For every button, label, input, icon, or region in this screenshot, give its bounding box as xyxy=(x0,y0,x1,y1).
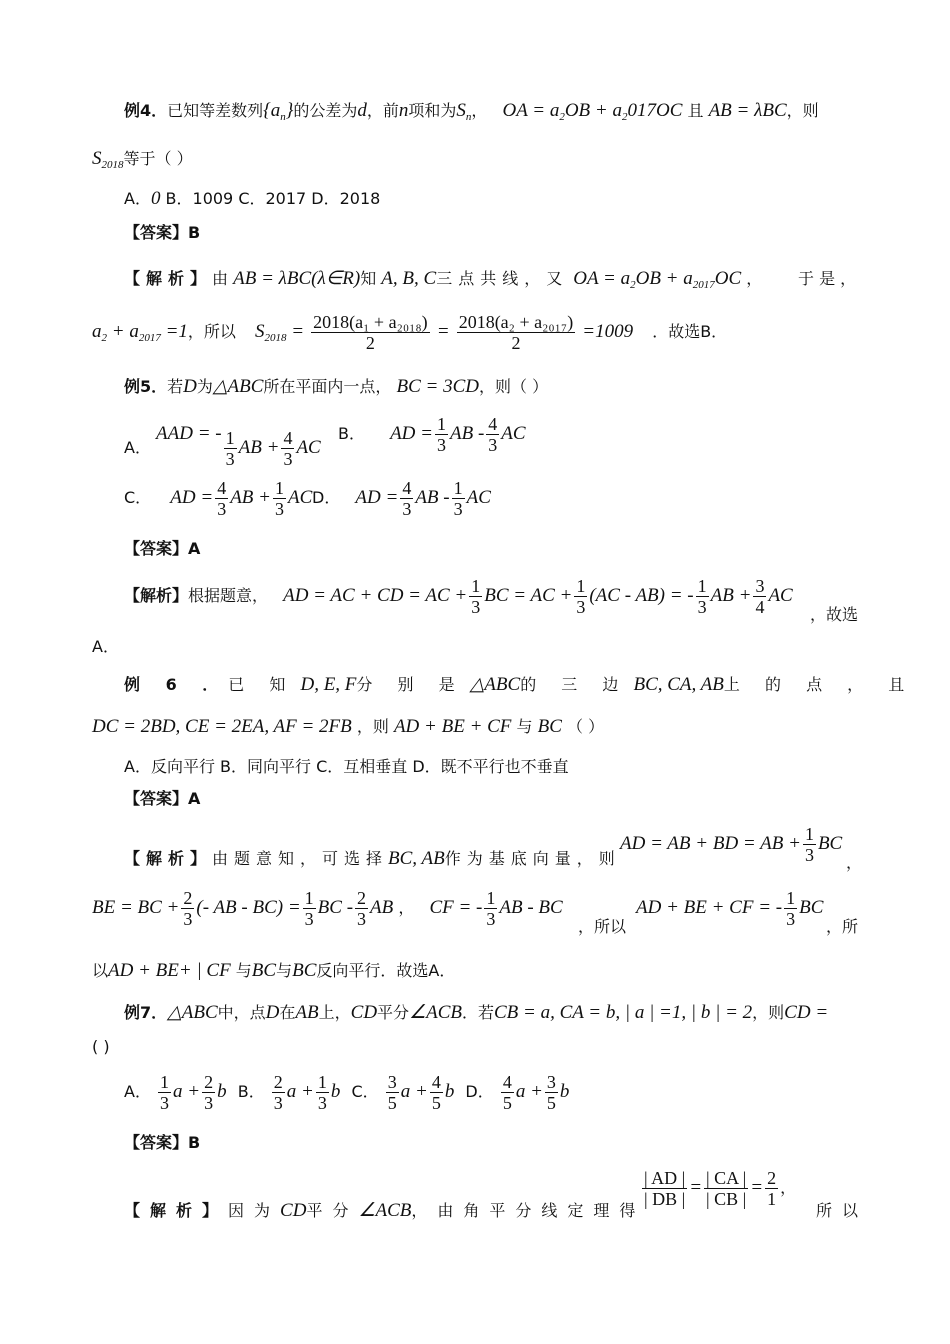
ex5-line1: 例5．若D为△ABC所在平面内一点， BC = 3CD，则（ ） xyxy=(124,376,549,397)
ex5-answer: 【答案】A xyxy=(124,539,201,558)
ex5-option-C: C． AD = $\frac{4}{3}$ AB + $\frac{1}{3}$ AC xyxy=(124,478,313,519)
ex4-options: A．0 B．1009 C．2017 D．2018 xyxy=(124,188,381,209)
ex4-analysis1-tail: 于 是 ， xyxy=(798,269,857,288)
ex5-analysis-end: ，故选 xyxy=(810,605,859,624)
ex6-line2: DC = 2BD, CE = 2EA, AF = 2FB ，则 AD + BE + CF 与 BC （ ） xyxy=(92,716,605,737)
ex4-analysis1: 【解析】由 AB = λBC(λ∈R)知 A, B, C三点共线，又 OA = $a_2OB + a_{2017}OC$ ， xyxy=(124,268,763,291)
ex5-option-B: B． AD = $\frac{1}{3}$ AB - $\frac{4}{3}$ AC xyxy=(338,414,526,455)
ex7-answer: 【答案】B xyxy=(124,1133,201,1152)
ex6-suo2: ，所 xyxy=(826,917,859,936)
ex6-analysis2: BE = BC + $\frac{2}{3}$ (- AB - BC) = $\frac{1}{3}$ BC - $\frac{2}{3}$ AB ， CF = - $\frac{1}{3}$ AB - BC xyxy=(92,888,563,929)
ex7-options: A． $\frac{1}{3}$ a + $\frac{2}{3}$ b B． $\frac{2}{3}$ a + $\frac{1}{3}$ b C． $\frac{3}{5}$ a + $\frac{4}{5}$ b D． $\frac{4}{5}$ a + $\frac{3}{5}$ b xyxy=(124,1072,570,1113)
ex4-line2: $S_{2018}$等于（ ） xyxy=(92,148,193,171)
ex6-line1: 例 6 ．已 知 D, E, F分 别 是 △ABC的 三 边 BC, CA, AB上 的 点 ， 且 xyxy=(124,674,915,695)
ex5-option-A: A． AAD = - $\frac{1}{3}$ AB + $\frac{4}{3}$ AC xyxy=(124,423,321,469)
ex6-analysis2-formula: AD + BE + CF = - $\frac{1}{3}$ BC xyxy=(636,888,824,929)
ex7-analysis: 【解析】因为CD平分∠ACB，由角平分线定理得 xyxy=(124,1200,646,1221)
ex6-analysis3: 以AD + BE+ | CF 与BC与BC反向平行．故选A． xyxy=(92,960,456,981)
ex6-answer: 【答案】A xyxy=(124,789,201,808)
ex6-analysis1-formula: AD = AB + BD = AB + $\frac{1}{3}$ BC xyxy=(620,824,843,865)
ex4-line1: 例4．已知等差数列$\{a_n\}$的公差为d，前n项和为$S_n$， OA = $a_2OB + a_2017OC$ 且 AB = λBC，则 xyxy=(124,100,819,123)
ex6-suo: ，所以 xyxy=(578,917,627,936)
ex5-option-D: D． AD = $\frac{4}{3}$ AB - $\frac{1}{3}$ AC xyxy=(312,478,491,519)
ex6-options: A．反向平行 B．同向平行 C．互相垂直 D．既不平行也不垂直 xyxy=(124,757,569,776)
ex6-analysis1-comma: ， xyxy=(846,853,863,872)
ex7-analysis-end: 所以 xyxy=(816,1201,869,1220)
ex6-analysis1: 【解析】由题意知，可选择BC, AB作为基底向量，则 xyxy=(124,848,621,869)
ex7-analysis-formula: $\frac{| AD |}{| DB |}$ = $\frac{| CA |}{| CB |}$ = $\frac{2}{1}$ ， xyxy=(644,1168,797,1209)
ex4-analysis2: $a_2 + a_{2017} =1$，所以 $S_{2018}$ = $\frac{\text{2018(a₁ + a₂₀₁₈)}}{2}$ = $\frac{\text{2018(a₂ + a₂₀₁₇)}}{2}$ =1009 ．故选B． xyxy=(92,312,728,353)
ex7-line1: 例7．△ABC中，点D在AB上，CD平分∠ACB．若CB = a, CA = b, | a | =1, | b | = 2，则CD = xyxy=(124,1002,829,1023)
ex5-analysis: 【解析】根据题意， AD = AC + CD = AC + $\frac{1}{3}$ BC = AC + $\frac{1}{3}$ (AC - AB) = - $\frac{1}{3}$ AB + $\frac{3}{4}$ AC xyxy=(124,576,793,617)
ex7-line2: ( ) xyxy=(92,1037,110,1056)
ex5-analysis-tail: A． xyxy=(92,637,119,656)
ex4-answer: 【答案】B xyxy=(124,223,201,242)
